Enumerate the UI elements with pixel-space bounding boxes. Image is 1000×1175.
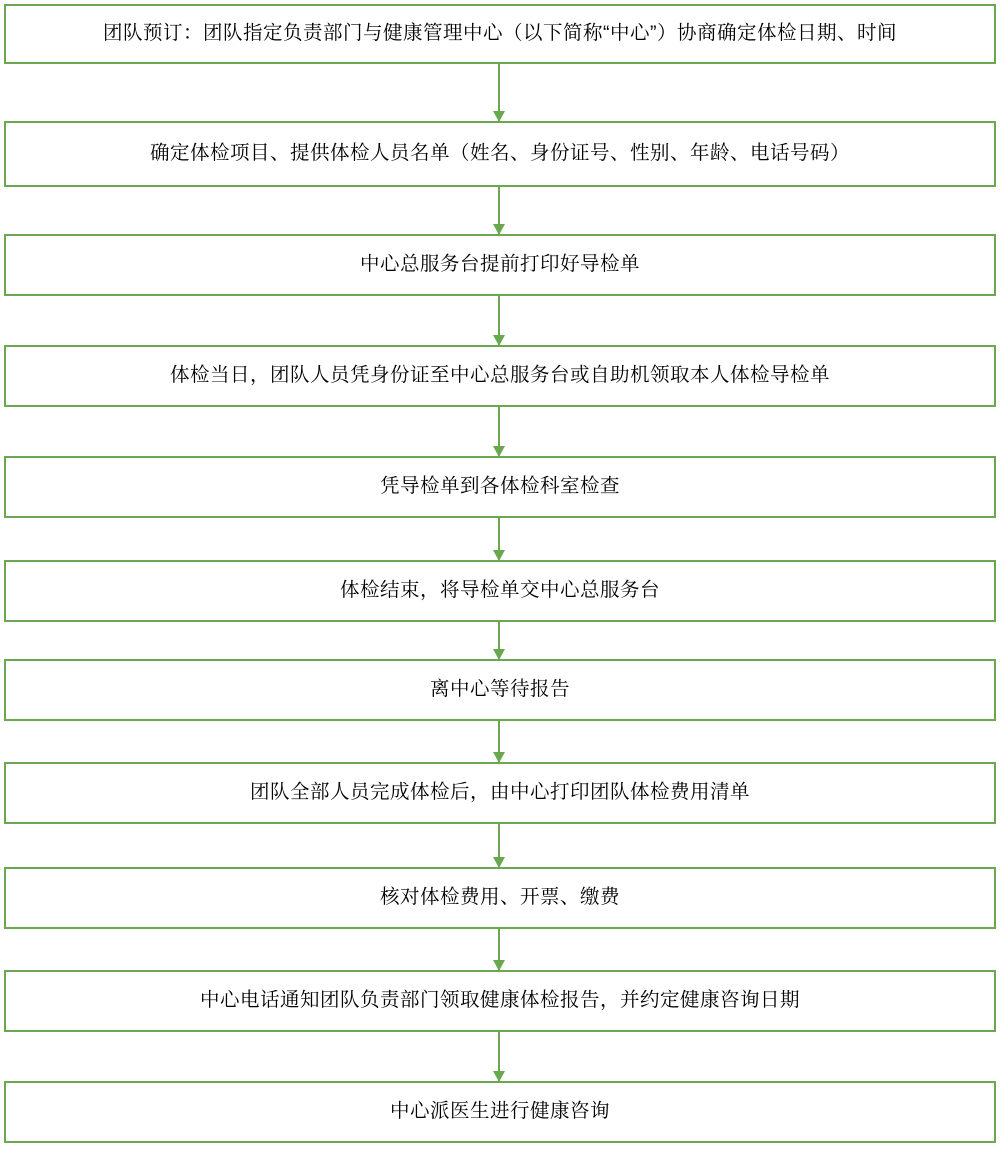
flow-node-1-label: 团队预订：团队指定负责部门与健康管理中心（以下简称“中心”）协商确定体检日期、时间 — [103, 22, 897, 45]
flow-arrow-1-2 — [498, 64, 500, 121]
flow-arrow-8-9 — [498, 824, 500, 867]
flow-node-6 — [4, 560, 996, 622]
flow-node-4 — [4, 345, 996, 407]
flow-node-3-label: 中心总服务台提前打印好导检单 — [359, 253, 640, 276]
flow-node-3 — [4, 234, 996, 296]
flow-node-10 — [4, 970, 996, 1032]
flow-arrow-9-10 — [498, 929, 500, 970]
flow-node-9 — [4, 867, 996, 929]
flow-node-5-label: 凭导检单到各体检科室检查 — [379, 475, 620, 498]
flow-node-9-label: 核对体检费用、开票、缴费 — [379, 886, 620, 909]
flow-node-7 — [4, 659, 996, 721]
flow-node-6-label: 体检结束，将导检单交中心总服务台 — [339, 579, 660, 602]
flow-arrow-2-3 — [498, 187, 500, 234]
flow-node-11 — [4, 1081, 996, 1143]
flow-node-2 — [4, 121, 996, 187]
flow-node-5 — [4, 456, 996, 518]
flow-node-10-label: 中心电话通知团队负责部门领取健康体检报告，并约定健康咨询日期 — [199, 989, 800, 1012]
flow-node-8-label: 团队全部人员完成体检后，由中心打印团队体检费用清单 — [249, 781, 750, 804]
flow-node-11-label: 中心派医生进行健康咨询 — [389, 1100, 610, 1123]
flow-node-8 — [4, 762, 996, 824]
flow-arrow-4-5 — [498, 407, 500, 456]
flow-arrow-6-7 — [498, 622, 500, 659]
flow-node-1 — [4, 4, 996, 64]
flow-arrow-3-4 — [498, 296, 500, 345]
flow-node-7-label: 离中心等待报告 — [429, 678, 570, 701]
flow-arrow-10-11 — [498, 1032, 500, 1081]
flow-node-2-label: 确定体检项目、提供体检人员名单（姓名、身份证号、性别、年龄、电话号码） — [149, 142, 850, 165]
flow-arrow-7-8 — [498, 721, 500, 762]
flow-arrow-5-6 — [498, 518, 500, 560]
flow-node-4-label: 体检当日，团队人员凭身份证至中心总服务台或自助机领取本人体检导检单 — [169, 364, 830, 387]
